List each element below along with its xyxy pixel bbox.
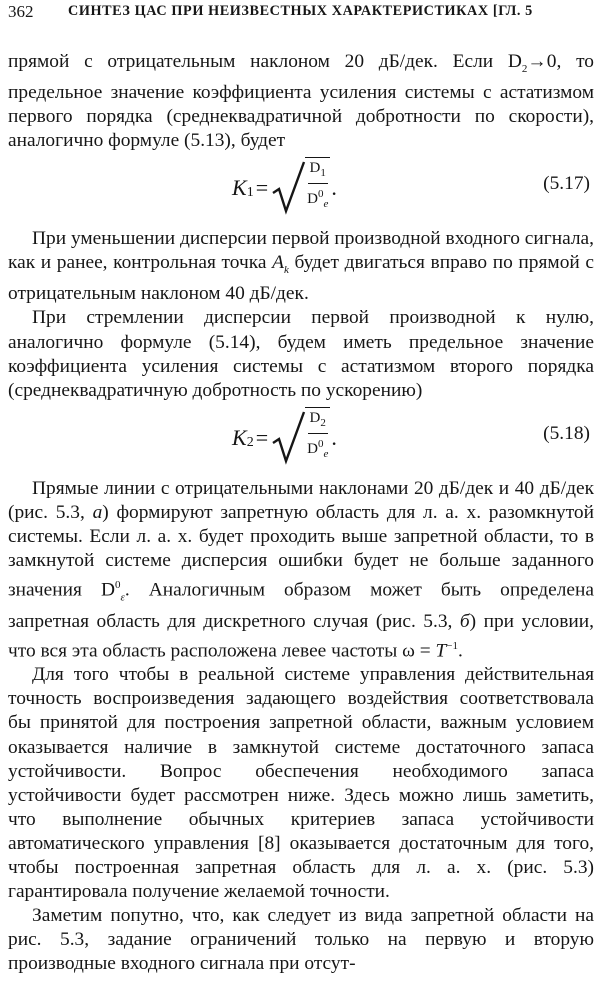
formula-5-17 bbox=[8, 157, 594, 221]
page-number: 362 bbox=[8, 2, 34, 21]
page-body bbox=[8, 50, 594, 976]
formula-5-18-expression: K 2 = $\frac{D_2}{D^0_e}$ . bbox=[232, 409, 337, 467]
running-header bbox=[8, 0, 594, 26]
formula-5-17-expression: K 1 = $\frac{D_1}{D^0_e}$ . bbox=[232, 159, 337, 217]
radical-sign-icon bbox=[271, 409, 307, 467]
paragraph-2: При уменьшении дисперсии первой производной входного сигнала, как и ранее, контрольная точка $A_k$ будет двигаться вправо по прямой с отрицательным наклоном 40 дБ/дек. bbox=[8, 228, 594, 305]
formula-5-18 bbox=[8, 407, 594, 471]
paragraph-5: Для того чтобы в реальной системе управления действительная точность воспроизведения задающего воздействия соответствовала бы принятой для построения запретной области, важным условием оказывается наличие в замкнутой системе достаточного запаса устойчивости. Вопрос обеспечения необходимого запаса устойчивости будет рассмотрен ниже. Здесь можно лишь заметить, что выполнение обычных критериев запаса устойчивости автоматического управления [8] оказывается достаточным для того, чтобы построенная запретная область для л. а. х. (рис. 5.3) гарантировала получение желаемой точности. bbox=[8, 664, 594, 903]
radical-sign-icon bbox=[271, 159, 307, 217]
paragraph-4: Прямые линии с отрицательными наклонами 20 дБ/дек и 40 дБ/дек (рис. 5.3, а) формируют запретную область для л. а. х. разомкнутой системы. Если л. а. х. будет проходить выше запретной области, то в замкнутой системе дисперсия ошибки будет не больше заданного значения $D^0_\varepsilon$. Аналогичным образом может быть определена запретная область для дискретного случая (рис. 5.3, б) при условии, что вся эта область расположена левее частоты $\omega = T^{-1}$. bbox=[8, 477, 595, 662]
formula-5-17-label: (5.17) bbox=[543, 173, 590, 195]
paragraph-3: При стремлении дисперсии первой производной к нулю, аналогично формуле (5.14), будем иметь предельное значение коэффициента усиления системы с астатизмом второго порядка (среднеквадратичную добротность по ускорению) bbox=[8, 307, 594, 401]
formula-5-18-fraction: $\frac{D_2}{D^0_e}$ bbox=[305, 407, 330, 463]
running-title: СИНТЕЗ ЦАС ПРИ НЕИЗВЕСТНЫХ ХАРАКТЕРИСТИКАХ [ГЛ. 5 bbox=[68, 3, 533, 19]
paragraph-1: прямой с отрицательным наклоном 20 дБ/дек. Если $D_2\to 0$, то предельное значение коэффициента усиления системы с астатизмом первого порядка (среднеквадратичной добротности по скорости), аналогично формуле (5.13), будет bbox=[8, 51, 594, 152]
formula-5-17-fraction: $\frac{D_1}{D^0_e}$ bbox=[305, 157, 330, 213]
paragraph-6: Заметим попутно, что, как следует из вида запретной области на рис. 5.3, задание ограничений только на первую и вторую производные входного сигнала при отсут- bbox=[8, 905, 594, 975]
formula-5-18-label: (5.18) bbox=[543, 422, 590, 444]
